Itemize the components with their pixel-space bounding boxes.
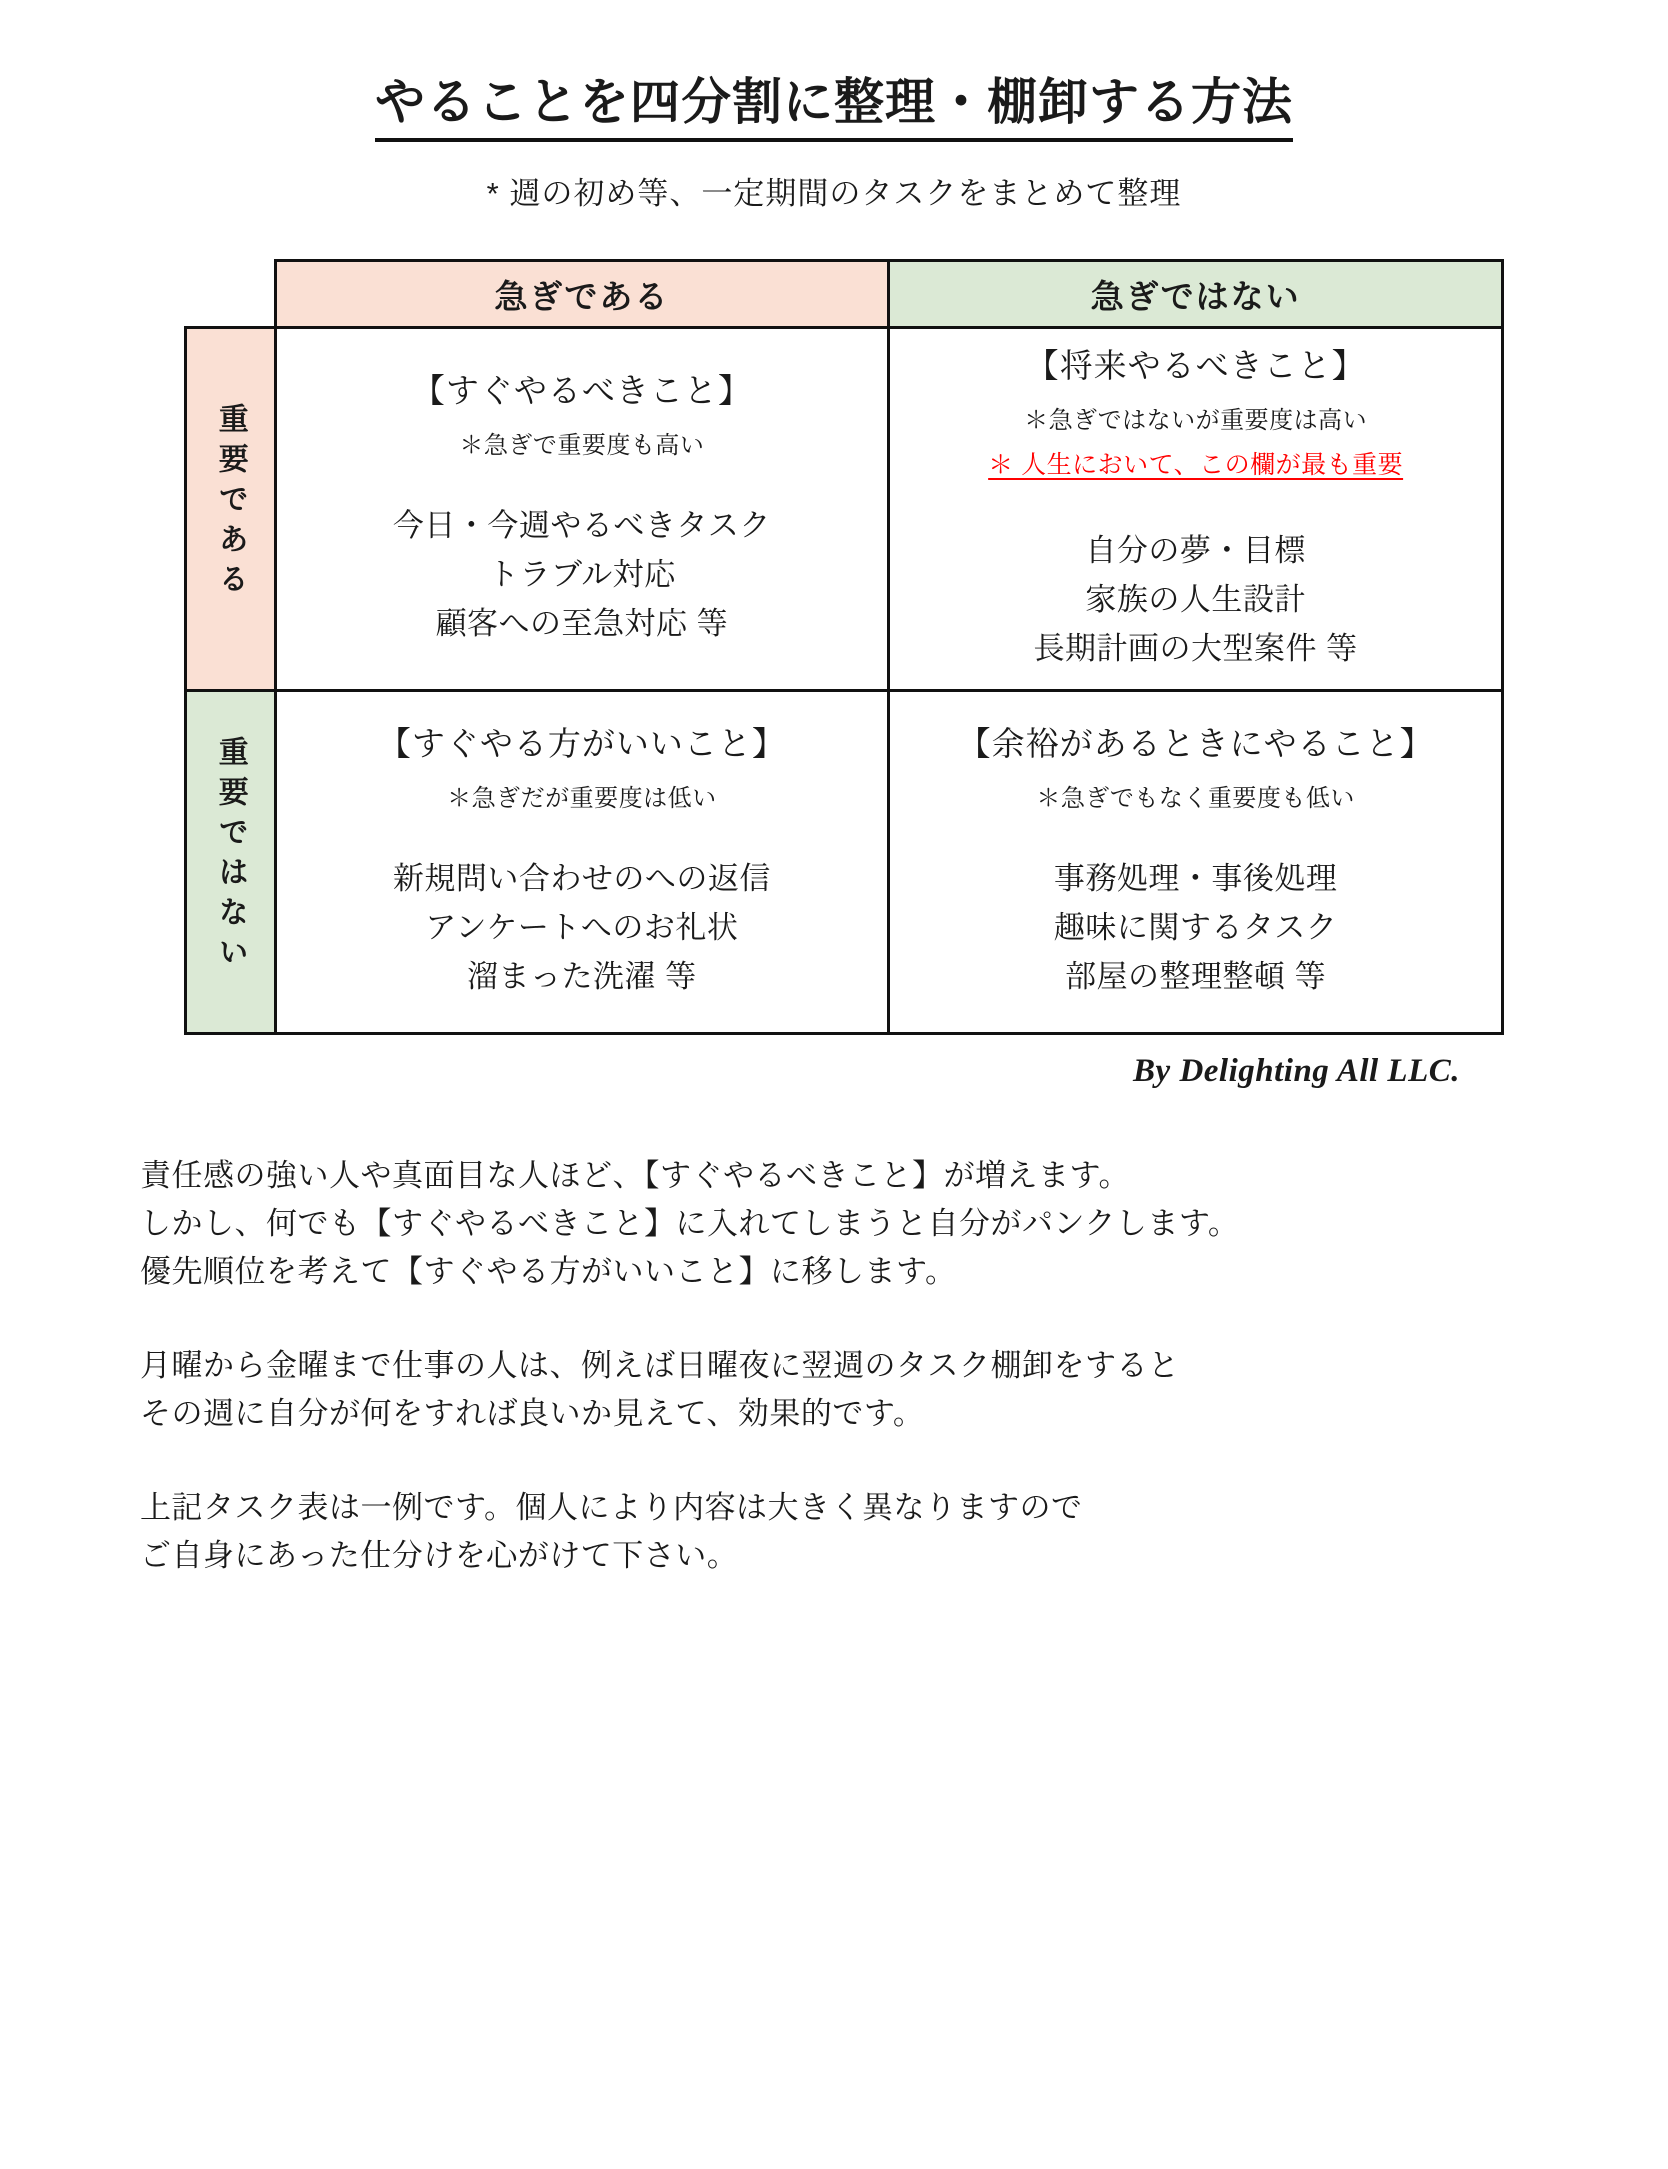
column-header-urgent: 急ぎである — [275, 261, 889, 328]
quadrant-item: 事務処理・事後処理 — [1053, 861, 1338, 897]
quadrant-note: ＊急ぎで重要度も高い — [459, 432, 705, 460]
body-line: 優先順位を考えて【すぐやる方がいいこと】に移します。 — [140, 1254, 957, 1290]
body-line: その週に自分が何をすれば良いか見えて、効果的です。 — [140, 1396, 925, 1432]
matrix-table — [184, 259, 1504, 1035]
quadrant-item: 新規問い合わせのへの返信 — [392, 861, 771, 897]
quadrant-item: アンケートへのお礼状 — [425, 910, 739, 946]
body-line: 責任感の強い人や真面目な人ほど、【すぐやるべきこと】が増えます。 — [140, 1158, 1131, 1193]
quadrant-item: 顧客への至急対応 等 — [435, 606, 729, 642]
body-paragraph — [140, 1484, 1520, 1580]
quadrant-note: ＊急ぎだが重要度は低い — [447, 785, 717, 813]
matrix-header-row — [186, 261, 1503, 328]
quadrant-item: 今日・今週やるべきタスク — [392, 508, 771, 544]
quadrant-item-list — [890, 527, 1501, 674]
body-line: ご自身にあった仕分けを心がけて下さい。 — [140, 1538, 739, 1574]
quadrant-urgent-not-important — [275, 691, 889, 1034]
quadrant-item: 家族の人生設計 — [1085, 582, 1306, 618]
quadrant-title: 【すぐやるべきこと】 — [411, 371, 752, 409]
quadrant-not-urgent-not-important — [889, 691, 1503, 1034]
row-header-not-important — [186, 691, 276, 1034]
quadrant-item: 趣味に関するタスク — [1053, 910, 1338, 946]
matrix-row-important — [186, 328, 1503, 691]
body-paragraph — [140, 1152, 1520, 1296]
quadrant-highlight-note: ＊ 人生において、この欄が最も重要 — [988, 451, 1404, 480]
quadrant-item: 長期計画の大型案件 等 — [1033, 631, 1358, 667]
priority-matrix — [174, 259, 1494, 1035]
quadrant-item-list — [277, 855, 888, 1002]
row-header-important — [186, 328, 276, 691]
column-header-not-urgent: 急ぎではない — [889, 261, 1503, 328]
quadrant-note: ＊急ぎでもなく重要度も低い — [1036, 785, 1355, 813]
quadrant-item: 溜まった洗濯 等 — [467, 959, 697, 995]
page-subtitle: * 週の初め等、一定期間のタスクをまとめて整理 — [486, 176, 1182, 211]
byline: By Delighting All LLC. — [1133, 1053, 1460, 1089]
matrix-corner-cell — [186, 261, 276, 328]
quadrant-title: 【将来やるべきこと】 — [1025, 346, 1366, 384]
body-line: 月曜から金曜まで仕事の人は、例えば日曜夜に翌週のタスク棚卸をすると — [140, 1348, 1180, 1384]
quadrant-title: 【すぐやる方がいいこと】 — [377, 724, 786, 762]
quadrant-note: ＊急ぎではないが重要度は高い — [1024, 407, 1368, 435]
body-line: しかし、何でも【すぐやるべきこと】に入れてしまうと自分がパンクします。 — [140, 1206, 1240, 1242]
quadrant-title: 【余裕があるときにやること】 — [957, 724, 1434, 762]
row-header-not-important-label: 重要ではない — [213, 735, 247, 976]
quadrant-item-list — [277, 502, 888, 649]
title-block — [0, 0, 1668, 213]
quadrant-item: 部屋の整理整頓 等 — [1065, 959, 1327, 995]
page-title: やることを四分割に整理・棚卸する方法 — [375, 72, 1293, 142]
quadrant-urgent-important — [275, 328, 889, 691]
body-line: 上記タスク表は一例です。個人により内容は大きく異なりますので — [140, 1490, 1083, 1526]
row-header-important-label: 重要である — [213, 402, 247, 603]
body-copy — [140, 1152, 1520, 1580]
quadrant-item: 自分の夢・目標 — [1085, 533, 1306, 569]
body-paragraph — [140, 1342, 1520, 1438]
quadrant-not-urgent-important — [889, 328, 1503, 691]
quadrant-item: トラブル対応 — [487, 557, 676, 593]
quadrant-item-list — [890, 855, 1501, 1002]
matrix-row-not-important — [186, 691, 1503, 1034]
